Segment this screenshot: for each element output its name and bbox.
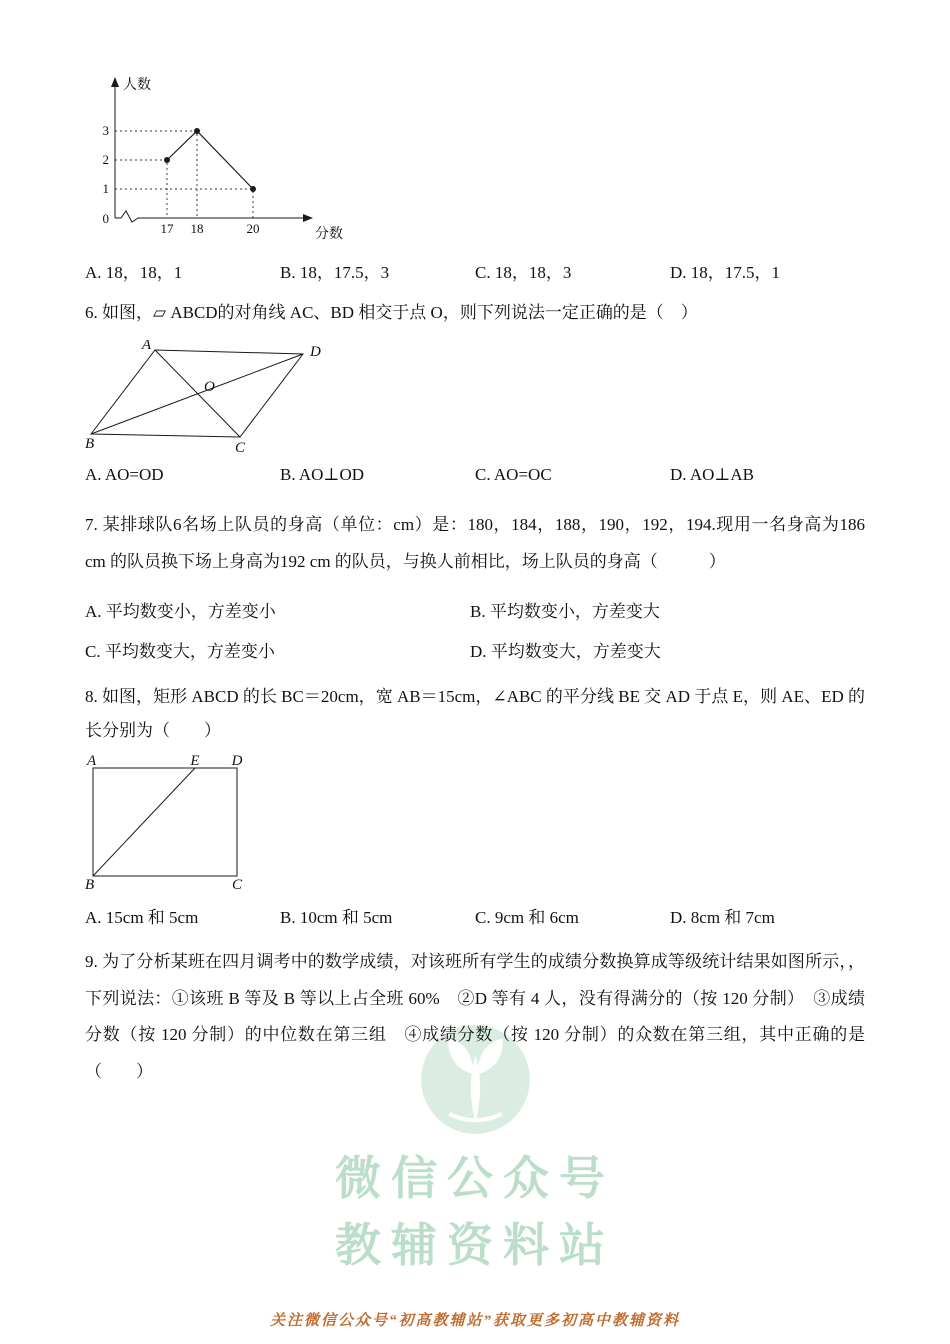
question-8-options bbox=[85, 903, 865, 928]
data-point-17-2 bbox=[164, 157, 170, 163]
y-tick-2: 2 bbox=[102, 152, 109, 167]
q6-option-d: D. AO⊥AB bbox=[670, 465, 754, 485]
question-7-options bbox=[85, 597, 865, 662]
bisector-BE bbox=[93, 768, 195, 876]
q5-option-a: A. 18，18，1 bbox=[85, 263, 183, 282]
q7-option-b: B. 平均数变小，方差变大 bbox=[470, 602, 660, 622]
rectangle-outline bbox=[93, 768, 237, 876]
q8-option-c: C. 9cm 和 6cm bbox=[475, 908, 579, 928]
vertex-label-E: E bbox=[190, 754, 200, 770]
q7-option-a: A. 平均数变小，方差变小 bbox=[85, 602, 276, 622]
guide-18-3 bbox=[115, 131, 197, 218]
q5-option-d: D. 18，17.5，1 bbox=[670, 263, 781, 282]
q8-option-d: D. 8cm 和 7cm bbox=[670, 908, 775, 928]
vertex-label-A: A bbox=[87, 754, 97, 770]
rectangle-figure bbox=[85, 754, 865, 891]
vertex-label-B: B bbox=[85, 877, 95, 892]
vertex-label-C: C bbox=[231, 877, 243, 892]
y-axis-arrow bbox=[111, 77, 119, 87]
question-6-text: 6. 如图，▱ ABCD的对角线 AC、BD 相交于点 O，则下列说法一定正确的是（ ） bbox=[85, 303, 698, 322]
question-8-text: 8. 如图，矩形 ABCD 的长 BC＝20cm，宽 AB＝15cm，∠ABC 的平分线 BE 交 AD 于点 E，则 AE、ED 的长分别为（ ） bbox=[85, 687, 865, 741]
data-point-18-3 bbox=[194, 128, 200, 134]
data-line bbox=[167, 131, 253, 189]
x-tick-18: 18 bbox=[190, 221, 204, 236]
y-tick-3: 3 bbox=[102, 123, 109, 138]
question-7-text: 7. 某排球队6名场上队员的身高（单位：cm）是：180，184，188，190，192，194.现用一名身高为186 cm 的队员换下场上身高为192 cm 的队员，与换人前相比，场上队员的身高（ ） bbox=[85, 515, 865, 571]
footer-note: 关注微信公众号“初高教辅站”获取更多初高中教辅资料 bbox=[269, 1313, 680, 1329]
watermark-line-2: 教辅资料站 bbox=[335, 1218, 615, 1271]
vertex-label-B: B bbox=[85, 436, 95, 453]
q5-option-b: B. 18，17.5，3 bbox=[280, 263, 390, 282]
q6-option-c: C. AO=OC bbox=[475, 465, 552, 485]
diagonal-BD bbox=[91, 354, 303, 434]
score-frequency-chart bbox=[85, 70, 865, 245]
vertex-label-D: D bbox=[231, 754, 243, 770]
data-point-20-1 bbox=[250, 186, 256, 192]
y-tick-1: 1 bbox=[102, 181, 109, 196]
q6-option-a: A. AO=OD bbox=[85, 465, 164, 485]
vertex-label-C: C bbox=[234, 440, 246, 456]
vertex-label-A: A bbox=[141, 340, 151, 354]
guide-20-1 bbox=[115, 189, 253, 218]
q8-option-a: A. 15cm 和 5cm bbox=[85, 908, 199, 928]
vertex-label-O: O bbox=[204, 379, 215, 396]
x-tick-17: 17 bbox=[160, 221, 174, 236]
q6-option-b: B. AO⊥OD bbox=[280, 465, 364, 485]
q7-option-c: C. 平均数变大，方差变小 bbox=[85, 642, 275, 662]
y-axis-title: 人数 bbox=[123, 78, 151, 93]
y-tick-0: 0 bbox=[102, 211, 109, 226]
watermark-line-1: 微信公众号 bbox=[335, 1152, 615, 1204]
x-tick-20: 20 bbox=[246, 221, 260, 236]
parallelogram-figure bbox=[85, 340, 865, 455]
x-axis-title: 分数 bbox=[315, 227, 343, 242]
question-6-options bbox=[85, 465, 865, 485]
q5-option-c: C. 18，18，3 bbox=[475, 263, 572, 282]
question-5-options bbox=[85, 258, 865, 283]
q8-option-b: B. 10cm 和 5cm bbox=[280, 908, 393, 928]
q7-option-d: D. 平均数变大，方差变大 bbox=[470, 642, 661, 662]
x-axis-arrow bbox=[303, 214, 313, 222]
question-9-text: 9. 为了分析某班在四月调考中的数学成绩，对该班所有学生的成绩分数换算成等级统计结果如图所示，，下列说法：①该班 B 等及 B 等以上占全班 60% ②D 等有 4 人，没有得满分的（按 120 分制） ③成绩分数（按 120 分制）的中位数在第三组 ④成绩分数（按 120 分制）的众数在第三组，其中正确的是（ ） bbox=[85, 952, 865, 1081]
vertex-label-D: D bbox=[310, 344, 321, 361]
